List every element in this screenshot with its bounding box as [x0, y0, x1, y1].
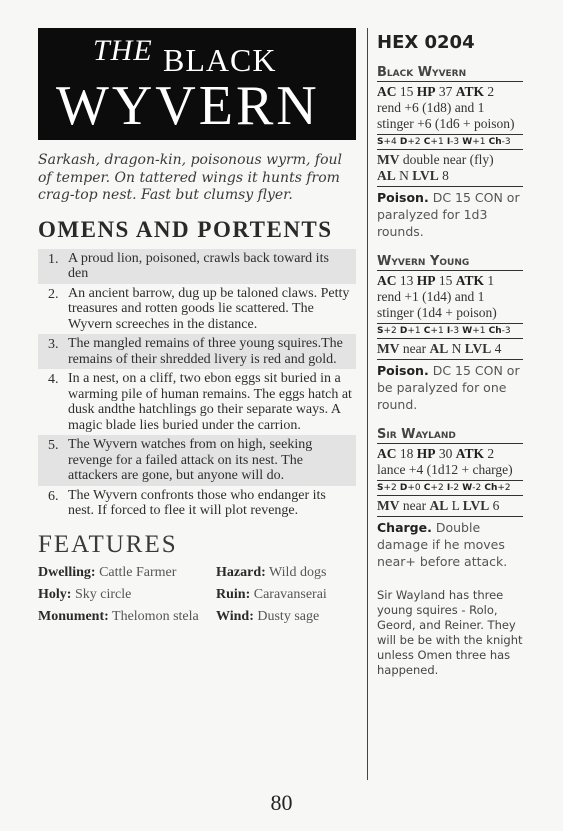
- hex-title: HEX 0204: [377, 32, 475, 53]
- ac-value: 15: [399, 84, 414, 99]
- feature-label: Holy:: [38, 586, 72, 602]
- title-wyvern: WYVERN: [56, 75, 320, 137]
- feature-hazard: [216, 565, 356, 581]
- stat-d: +2: [407, 137, 421, 147]
- hp-value: 15: [438, 273, 453, 288]
- omen-text: In a nest, on a cliff, two ebon eggs sit buried in a warming pile of human remains. The eggs hatch at dusk andthe hatchlings go their separate ways. A magic blade lies buried under the carrion.: [68, 371, 352, 433]
- mv-value: near: [402, 341, 427, 356]
- ac-label: AC: [377, 84, 397, 99]
- special-name: Poison.: [377, 363, 429, 378]
- feature-dwelling: [38, 565, 216, 581]
- omen-number: 1.: [48, 251, 59, 267]
- special-text: DC 15 CON or be paralyzed for one round.: [377, 363, 520, 412]
- omen-number: 6.: [48, 488, 59, 504]
- column-divider: [367, 28, 368, 780]
- features-grid: [38, 565, 356, 625]
- al-label: AL: [377, 168, 396, 183]
- omen-text: An ancient barrow, dug up be taloned claws. Petty treasures and rotten goods lie scattered. The Wyvern screeches in the distance.: [68, 285, 350, 332]
- statblock-special: [377, 187, 523, 240]
- statblock-name: Black Wyvern: [377, 65, 523, 82]
- mv-label: MV: [377, 152, 400, 167]
- feature-wind: [216, 609, 356, 625]
- omen-text: The mangled remains of three young squires.The remains of their shredded livery is red and gold.: [68, 336, 343, 367]
- omens-heading: OMENS AND PORTENTS: [38, 216, 333, 242]
- atk-value: 1: [487, 273, 495, 288]
- attacks-text: rend +1 (1d4) and 1 stinger (1d4 + poison): [377, 289, 497, 320]
- special-name: Poison.: [377, 190, 429, 205]
- special-text: DC 15 CON or paralyzed for 1d3 rounds.: [377, 190, 520, 239]
- stat-column: [377, 32, 523, 678]
- attacks-text: rend +6 (1d8) and 1 stinger +6 (1d6 + poison): [377, 100, 515, 131]
- omen-number: 5.: [48, 438, 59, 453]
- special-text: Double damage if he moves near+ before attack.: [377, 520, 508, 569]
- statblock-sir-wayland: [377, 427, 523, 570]
- statblock-name: Wyvern Young: [377, 254, 523, 271]
- omen-item: [38, 334, 356, 369]
- atk-value: 2: [487, 446, 495, 461]
- statblock-combat: [377, 271, 523, 324]
- lvl-label: LVL: [462, 498, 490, 513]
- omen-text: The Wyvern watches from on high, seeking revenge for a failed attack on its nest. The attackers are gone, but anyone will do.: [68, 437, 313, 483]
- statblock-special: [377, 517, 523, 570]
- stat-i: -3: [450, 137, 460, 147]
- features-heading: FEATURES: [38, 530, 178, 558]
- stat-w: +1: [472, 137, 486, 147]
- lvl-value: 8: [442, 168, 449, 183]
- omen-text: A proud lion, poisoned, crawls back toward its den: [68, 250, 329, 281]
- intro-text: Sarkash, dragon-kin, poisonous wyrm, foul of temper. On tattered wings it hunts from crag-top nest. Fast but clumsy flyer.: [38, 152, 343, 203]
- statblock-abilities: S+2 D+1 C+1 I-3 W+1 Ch-3: [377, 324, 523, 339]
- statblock-abilities: S+2 D+0 C+2 I-2 W-2 Ch+2: [377, 481, 523, 496]
- title-black: BLACK: [163, 42, 277, 78]
- stat-s: +2: [383, 483, 397, 493]
- omen-item: [38, 435, 356, 486]
- hp-label: HP: [416, 84, 436, 99]
- atk-value: 2: [487, 84, 495, 99]
- al-value: N: [399, 168, 409, 183]
- feature-value: Wild dogs: [269, 564, 327, 580]
- ac-value: 18: [399, 446, 414, 461]
- feature-value: Thelomon stela: [112, 608, 199, 624]
- omen-item: [38, 284, 356, 335]
- al-value: N: [451, 341, 462, 356]
- lvl-label: LVL: [412, 168, 439, 183]
- stat-c: +1: [430, 137, 444, 147]
- feature-value: Sky circle: [74, 586, 132, 602]
- stat-w: +1: [472, 326, 486, 336]
- feature-label: Hazard:: [216, 564, 266, 580]
- stat-d: +1: [407, 326, 421, 336]
- feature-ruin: [216, 587, 356, 603]
- special-name: Charge.: [377, 520, 432, 535]
- feature-value: Dusty sage: [257, 608, 320, 624]
- feature-label: Ruin:: [216, 586, 251, 602]
- statblock-combat: [377, 444, 523, 481]
- atk-label: ATK: [455, 273, 485, 288]
- omen-number: 4.: [48, 372, 59, 387]
- attacks-text: lance +4 (1d12 + charge): [377, 462, 513, 477]
- stat-s: +4: [383, 137, 397, 147]
- hp-value: 30: [438, 446, 453, 461]
- feature-value: Cattle Farmer: [99, 564, 177, 580]
- page-number: 80: [270, 790, 293, 815]
- main-column: [38, 28, 356, 625]
- ac-value: 13: [399, 273, 414, 288]
- squires-note: Sir Wayland has three young squires - Rolo, Geord, and Reiner. They will be be with the knight unless Omen three has happened.: [377, 588, 523, 677]
- omen-item: [38, 486, 356, 521]
- lvl-label: LVL: [464, 341, 492, 356]
- ac-label: AC: [377, 273, 397, 288]
- omen-number: 2.: [48, 286, 59, 302]
- hp-value: 37: [438, 84, 453, 99]
- stat-i: -2: [450, 483, 460, 493]
- omen-number: 3.: [48, 337, 59, 352]
- stat-ch: -3: [501, 326, 511, 336]
- statblock-move: [377, 496, 523, 517]
- lvl-value: 6: [492, 498, 500, 513]
- statblock-combat: [377, 82, 523, 135]
- feature-holy: [38, 587, 216, 603]
- statblock-move: [377, 339, 523, 360]
- statblock-black-wyvern: [377, 65, 523, 240]
- hp-label: HP: [416, 273, 436, 288]
- feature-label: Wind:: [216, 608, 254, 624]
- stat-d: +0: [407, 483, 421, 493]
- stat-ch: +2: [497, 483, 511, 493]
- statblock-special: [377, 360, 523, 413]
- statblock-name: Sir Wayland: [377, 427, 523, 444]
- stat-c: +1: [430, 326, 444, 336]
- atk-label: ATK: [455, 446, 485, 461]
- statblock-abilities: S+4 D+2 C+1 I-3 W+1 Ch-3: [377, 135, 523, 150]
- hp-label: HP: [416, 446, 436, 461]
- statblock-wyvern-young: [377, 254, 523, 413]
- title-the: THE: [93, 34, 153, 67]
- stat-w: -2: [472, 483, 482, 493]
- feature-label: Dwelling:: [38, 564, 96, 580]
- mv-value: double near (fly): [402, 152, 494, 167]
- mv-label: MV: [377, 341, 400, 356]
- omen-item: [38, 249, 356, 284]
- omens-list: [38, 249, 356, 521]
- statblock-move: [377, 150, 523, 187]
- mv-label: MV: [377, 498, 400, 513]
- omen-text: The Wyvern confronts those who endanger its nest. If forced to flee it will plot revenge.: [68, 487, 326, 518]
- ac-label: AC: [377, 446, 397, 461]
- stat-c: +2: [430, 483, 444, 493]
- feature-monument: [38, 609, 216, 625]
- al-label: AL: [429, 341, 449, 356]
- atk-label: ATK: [455, 84, 485, 99]
- al-value: L: [451, 498, 460, 513]
- feature-value: Caravanserai: [253, 586, 327, 602]
- omen-item: [38, 369, 356, 435]
- al-label: AL: [429, 498, 449, 513]
- mv-value: near: [402, 498, 427, 513]
- stat-ch: -3: [501, 137, 511, 147]
- lvl-value: 4: [494, 341, 502, 356]
- stat-i: -3: [450, 326, 460, 336]
- stat-s: +2: [383, 326, 397, 336]
- title-banner: [38, 28, 356, 140]
- feature-label: Monument:: [38, 608, 109, 624]
